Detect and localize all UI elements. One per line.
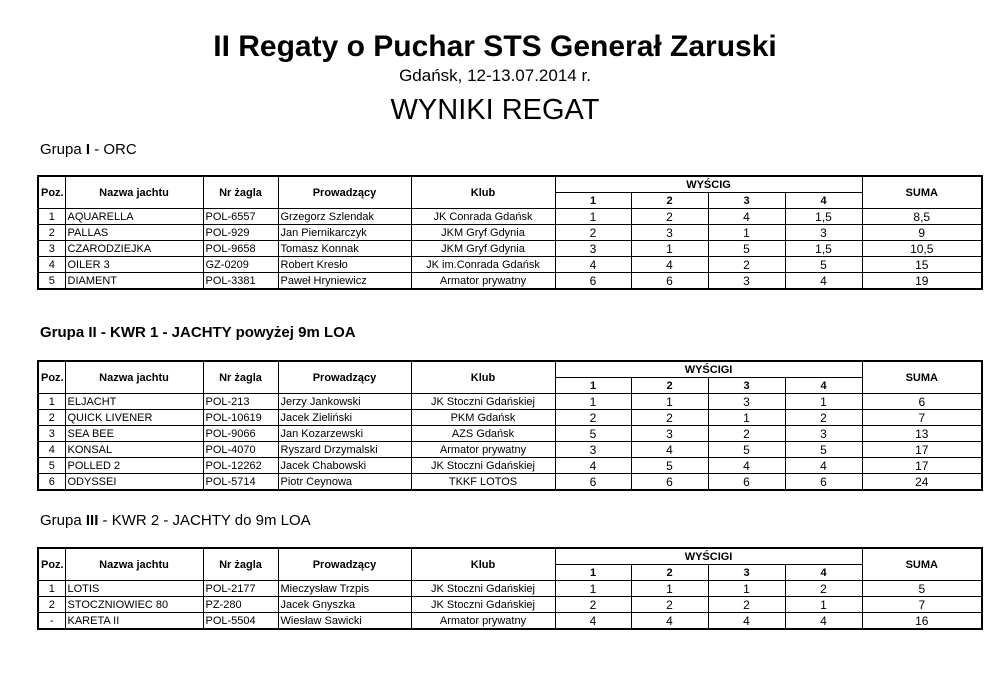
race-result-cell: 4 [555,257,631,273]
race-result-cell: 2 [631,410,708,426]
total-cell: 6 [862,394,982,410]
total-cell: 17 [862,442,982,458]
race-result-cell: 5 [631,458,708,474]
race-result-cell: 1 [708,581,785,597]
club-cell: JKM Gryf Gdynia [411,241,555,257]
group-2-label: Grupa II - KWR 1 - JACHTY powyżej 9m LOA [40,324,356,341]
race-result-cell: 1 [785,597,862,613]
column-header-total: SUMA [862,361,982,394]
race-result-cell: 6 [785,474,862,491]
race-result-cell: 1 [785,394,862,410]
sail-number-cell: POL-5714 [203,474,278,491]
total-cell: 5 [862,581,982,597]
race-result-cell: 5 [555,426,631,442]
club-cell: JK Stoczni Gdańskiej [411,597,555,613]
club-cell: JKM Gryf Gdynia [411,225,555,241]
race-number-header: 1 [555,565,631,581]
group-1-results-table [37,175,983,290]
yacht-name-cell: LOTIS [65,581,203,597]
yacht-name-cell: CZARODZIEJKA [65,241,203,257]
position-cell: - [38,613,65,630]
column-header-races: WYŚCIGI [555,361,862,378]
race-result-cell: 3 [631,426,708,442]
race-result-cell: 4 [631,442,708,458]
sail-number-cell: POL-9658 [203,241,278,257]
race-result-cell: 1 [631,581,708,597]
sail-number-cell: POL-6557 [203,209,278,225]
sail-number-cell: POL-213 [203,394,278,410]
position-cell: 2 [38,225,65,241]
skipper-cell: Grzegorz Szlendak [278,209,411,225]
race-result-cell: 6 [708,474,785,491]
total-cell: 15 [862,257,982,273]
column-header-skipper: Prowadzący [278,361,411,394]
yacht-name-cell: SEA BEE [65,426,203,442]
table-row [38,241,982,257]
club-cell: JK Stoczni Gdańskiej [411,458,555,474]
skipper-cell: Jan Kozarzewski [278,426,411,442]
total-cell: 9 [862,225,982,241]
total-cell: 10,5 [862,241,982,257]
column-header-club: Klub [411,361,555,394]
total-cell: 7 [862,410,982,426]
race-result-cell: 4 [708,613,785,630]
position-cell: 4 [38,257,65,273]
skipper-cell: Robert Kresło [278,257,411,273]
position-cell: 1 [38,209,65,225]
race-result-cell: 5 [708,241,785,257]
race-result-cell: 4 [785,613,862,630]
race-result-cell: 2 [555,225,631,241]
table-row [38,273,982,290]
total-cell: 16 [862,613,982,630]
yacht-name-cell: AQUARELLA [65,209,203,225]
position-cell: 5 [38,458,65,474]
yacht-name-cell: POLLED 2 [65,458,203,474]
skipper-cell: Jacek Gnyszka [278,597,411,613]
page-title: II Regaty o Puchar STS Generał Zaruski [213,30,777,63]
column-header-total: SUMA [862,548,982,581]
race-result-cell: 3 [631,225,708,241]
yacht-name-cell: ODYSSEI [65,474,203,491]
position-cell: 2 [38,597,65,613]
yacht-name-cell: KONSAL [65,442,203,458]
sail-number-cell: POL-929 [203,225,278,241]
race-result-cell: 3 [555,442,631,458]
race-result-cell: 2 [555,597,631,613]
column-header-skipper: Prowadzący [278,548,411,581]
sail-number-cell: GZ-0209 [203,257,278,273]
column-header-sail: Nr żagla [203,176,278,209]
skipper-cell: Ryszard Drzymalski [278,442,411,458]
group-1-label: Grupa I - ORC [40,141,137,158]
column-header-poz: Poz. [38,548,65,581]
table-row [38,225,982,241]
yacht-name-cell: KARETA II [65,613,203,630]
race-result-cell: 4 [785,458,862,474]
position-cell: 2 [38,410,65,426]
group-3-results-table [37,547,983,630]
race-number-header: 3 [708,378,785,394]
race-result-cell: 4 [555,613,631,630]
sail-number-cell: POL-3381 [203,273,278,290]
club-cell: JK Stoczni Gdańskiej [411,581,555,597]
column-header-sail: Nr żagla [203,548,278,581]
race-number-header: 4 [785,378,862,394]
race-result-cell: 1 [631,241,708,257]
group-2-rows [38,394,982,491]
column-header-poz: Poz. [38,361,65,394]
sail-number-cell: POL-5504 [203,613,278,630]
position-cell: 1 [38,394,65,410]
event-date-location: Gdańsk, 12-13.07.2014 r. [399,66,591,85]
total-cell: 19 [862,273,982,290]
club-cell: TKKF LOTOS [411,474,555,491]
race-number-header: 1 [555,378,631,394]
skipper-cell: Jan Piernikarczyk [278,225,411,241]
yacht-name-cell: OILER 3 [65,257,203,273]
table-row [38,581,982,597]
position-cell: 3 [38,241,65,257]
sail-number-cell: POL-2177 [203,581,278,597]
total-cell: 13 [862,426,982,442]
column-header-name: Nazwa jachtu [65,548,203,581]
column-header-sail: Nr żagla [203,361,278,394]
race-result-cell: 5 [785,442,862,458]
sail-number-cell: POL-12262 [203,458,278,474]
yacht-name-cell: STOCZNIOWIEC 80 [65,597,203,613]
race-result-cell: 3 [708,394,785,410]
race-result-cell: 3 [555,241,631,257]
table-row [38,474,982,491]
table-row [38,613,982,630]
club-cell: JK Stoczni Gdańskiej [411,394,555,410]
race-result-cell: 3 [708,273,785,290]
table-row [38,426,982,442]
race-result-cell: 3 [785,426,862,442]
group-1-rows [38,209,982,290]
position-cell: 4 [38,442,65,458]
sail-number-cell: PZ-280 [203,597,278,613]
race-result-cell: 2 [708,597,785,613]
race-result-cell: 6 [631,474,708,491]
race-result-cell: 1,5 [785,241,862,257]
column-header-skipper: Prowadzący [278,176,411,209]
club-cell: JK Conrada Gdańsk [411,209,555,225]
race-result-cell: 1 [708,410,785,426]
race-number-header: 2 [631,378,708,394]
race-result-cell: 4 [555,458,631,474]
skipper-cell: Jacek Zieliński [278,410,411,426]
race-result-cell: 6 [555,474,631,491]
sail-number-cell: POL-4070 [203,442,278,458]
yacht-name-cell: PALLAS [65,225,203,241]
race-result-cell: 2 [631,597,708,613]
table-row [38,442,982,458]
skipper-cell: Wiesław Sawicki [278,613,411,630]
sail-number-cell: POL-9066 [203,426,278,442]
race-number-header: 4 [785,193,862,209]
race-result-cell: 3 [785,225,862,241]
skipper-cell: Mieczysław Trzpis [278,581,411,597]
table-row [38,410,982,426]
race-result-cell: 1 [555,209,631,225]
group-2-results-table [37,360,983,491]
position-cell: 3 [38,426,65,442]
skipper-cell: Tomasz Konnak [278,241,411,257]
yacht-name-cell: ELJACHT [65,394,203,410]
total-cell: 24 [862,474,982,491]
race-result-cell: 1 [631,394,708,410]
table-row [38,597,982,613]
race-result-cell: 4 [785,273,862,290]
column-header-club: Klub [411,176,555,209]
table-row [38,257,982,273]
race-number-header: 3 [708,565,785,581]
club-cell: Armator prywatny [411,442,555,458]
race-number-header: 4 [785,565,862,581]
race-result-cell: 2 [708,426,785,442]
skipper-cell: Jacek Chabowski [278,458,411,474]
race-number-header: 2 [631,193,708,209]
yacht-name-cell: QUICK LIVENER [65,410,203,426]
race-result-cell: 1 [708,225,785,241]
race-result-cell: 2 [555,410,631,426]
race-result-cell: 1 [555,394,631,410]
skipper-cell: Paweł Hryniewicz [278,273,411,290]
race-number-header: 2 [631,565,708,581]
position-cell: 5 [38,273,65,290]
club-cell: Armator prywatny [411,273,555,290]
table-row [38,458,982,474]
race-result-cell: 4 [708,209,785,225]
table-row [38,209,982,225]
race-result-cell: 1,5 [785,209,862,225]
group-3-rows [38,581,982,630]
column-header-name: Nazwa jachtu [65,361,203,394]
race-result-cell: 5 [708,442,785,458]
total-cell: 8,5 [862,209,982,225]
column-header-races: WYŚCIG [555,176,862,193]
club-cell: Armator prywatny [411,613,555,630]
club-cell: PKM Gdańsk [411,410,555,426]
position-cell: 6 [38,474,65,491]
race-result-cell: 5 [785,257,862,273]
race-result-cell: 2 [785,581,862,597]
race-result-cell: 6 [631,273,708,290]
race-result-cell: 2 [708,257,785,273]
yacht-name-cell: DIAMENT [65,273,203,290]
race-result-cell: 4 [708,458,785,474]
race-result-cell: 2 [631,209,708,225]
race-number-header: 1 [555,193,631,209]
race-number-header: 3 [708,193,785,209]
race-result-cell: 4 [631,613,708,630]
position-cell: 1 [38,581,65,597]
skipper-cell: Piotr Ceynowa [278,474,411,491]
sail-number-cell: POL-10619 [203,410,278,426]
results-heading: WYNIKI REGAT [390,94,600,126]
race-result-cell: 6 [555,273,631,290]
column-header-poz: Poz. [38,176,65,209]
total-cell: 17 [862,458,982,474]
column-header-name: Nazwa jachtu [65,176,203,209]
skipper-cell: Jerzy Jankowski [278,394,411,410]
club-cell: JK im.Conrada Gdańsk [411,257,555,273]
race-result-cell: 4 [631,257,708,273]
table-row [38,394,982,410]
column-header-club: Klub [411,548,555,581]
race-result-cell: 2 [785,410,862,426]
column-header-races: WYŚCIGI [555,548,862,565]
column-header-total: SUMA [862,176,982,209]
club-cell: AZS Gdańsk [411,426,555,442]
total-cell: 7 [862,597,982,613]
race-result-cell: 1 [555,581,631,597]
group-3-label: Grupa III - KWR 2 - JACHTY do 9m LOA [40,512,311,529]
